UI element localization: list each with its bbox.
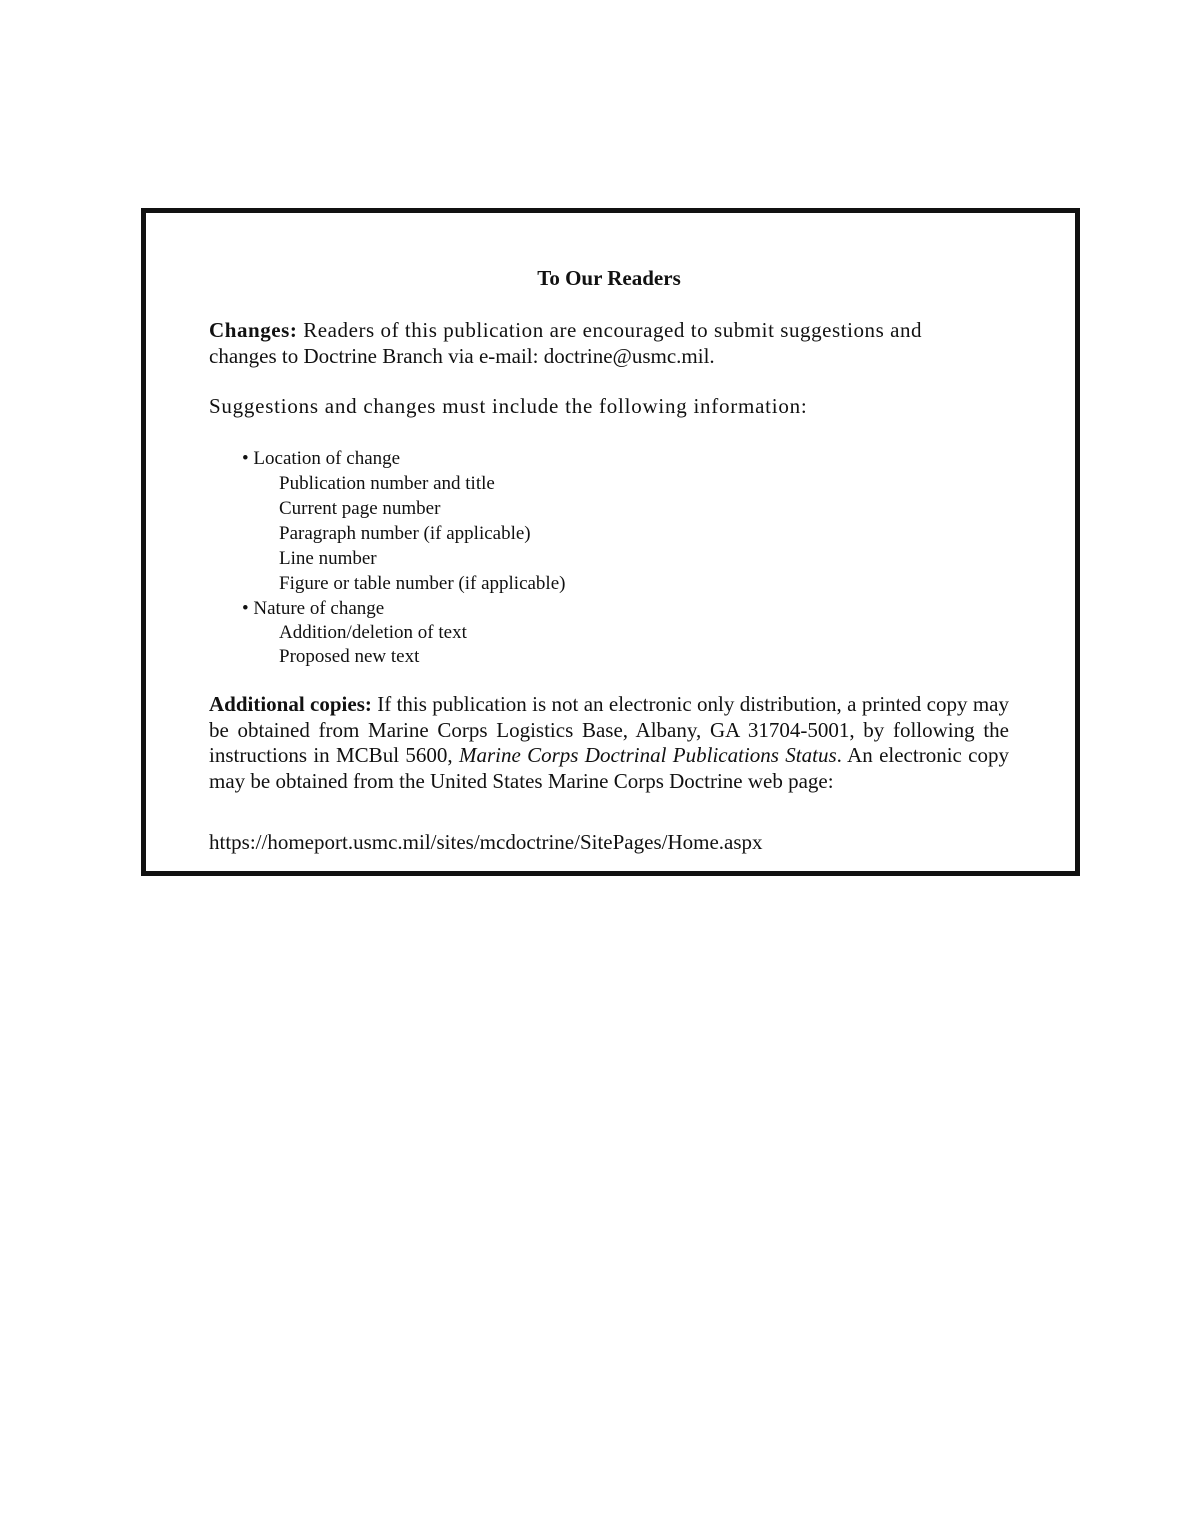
- list-item-nature: • Nature of change: [242, 598, 385, 619]
- suggestions-intro: Suggestions and changes must include the following information:: [209, 394, 808, 418]
- doctrine-web-page-link[interactable]: https://homeport.usmc.mil/sites/mcdoctrine/SitePages/Home.aspx: [209, 830, 763, 854]
- changes-label: Changes:: [209, 318, 298, 342]
- required-info-list: [242, 446, 565, 669]
- additional-copies-paragraph: [209, 692, 1009, 794]
- list-subitem: Figure or table number (if applicable): [279, 573, 566, 594]
- list-subitem: Publication number and title: [279, 473, 495, 494]
- list-subitem: Proposed new text: [279, 646, 420, 667]
- list-subitem: Line number: [279, 548, 377, 569]
- changes-text-line2: changes to Doctrine Branch via e-mail: doctrine@usmc.mil.: [209, 344, 715, 368]
- list-subitem: Paragraph number (if applicable): [279, 523, 531, 544]
- list-subitem: Current page number: [279, 498, 441, 519]
- additional-text-after: . An electronic copy may be obtained from the United States Marine Corps Doctrine web page:: [209, 743, 1010, 793]
- notice-title: To Our Readers: [537, 266, 681, 290]
- to-our-readers-box: [141, 208, 1080, 876]
- changes-paragraph: [209, 317, 1009, 369]
- list-item-location: • Location of change: [242, 448, 401, 469]
- publication-status-title: Marine Corps Doctrinal Publications Status: [458, 743, 837, 767]
- list-subitem: Addition/deletion of text: [279, 622, 467, 643]
- changes-text-line1: Readers of this publication are encouraged to submit suggestions and: [303, 318, 923, 342]
- additional-copies-label: Additional copies:: [209, 692, 372, 716]
- additional-text-before: If this publication is not an electronic only distribution, a printed copy may be obtained from Marine Corps Logistics Base, Albany, GA 31704-5001, by following the instructions in MCBul 5600,: [209, 692, 1009, 767]
